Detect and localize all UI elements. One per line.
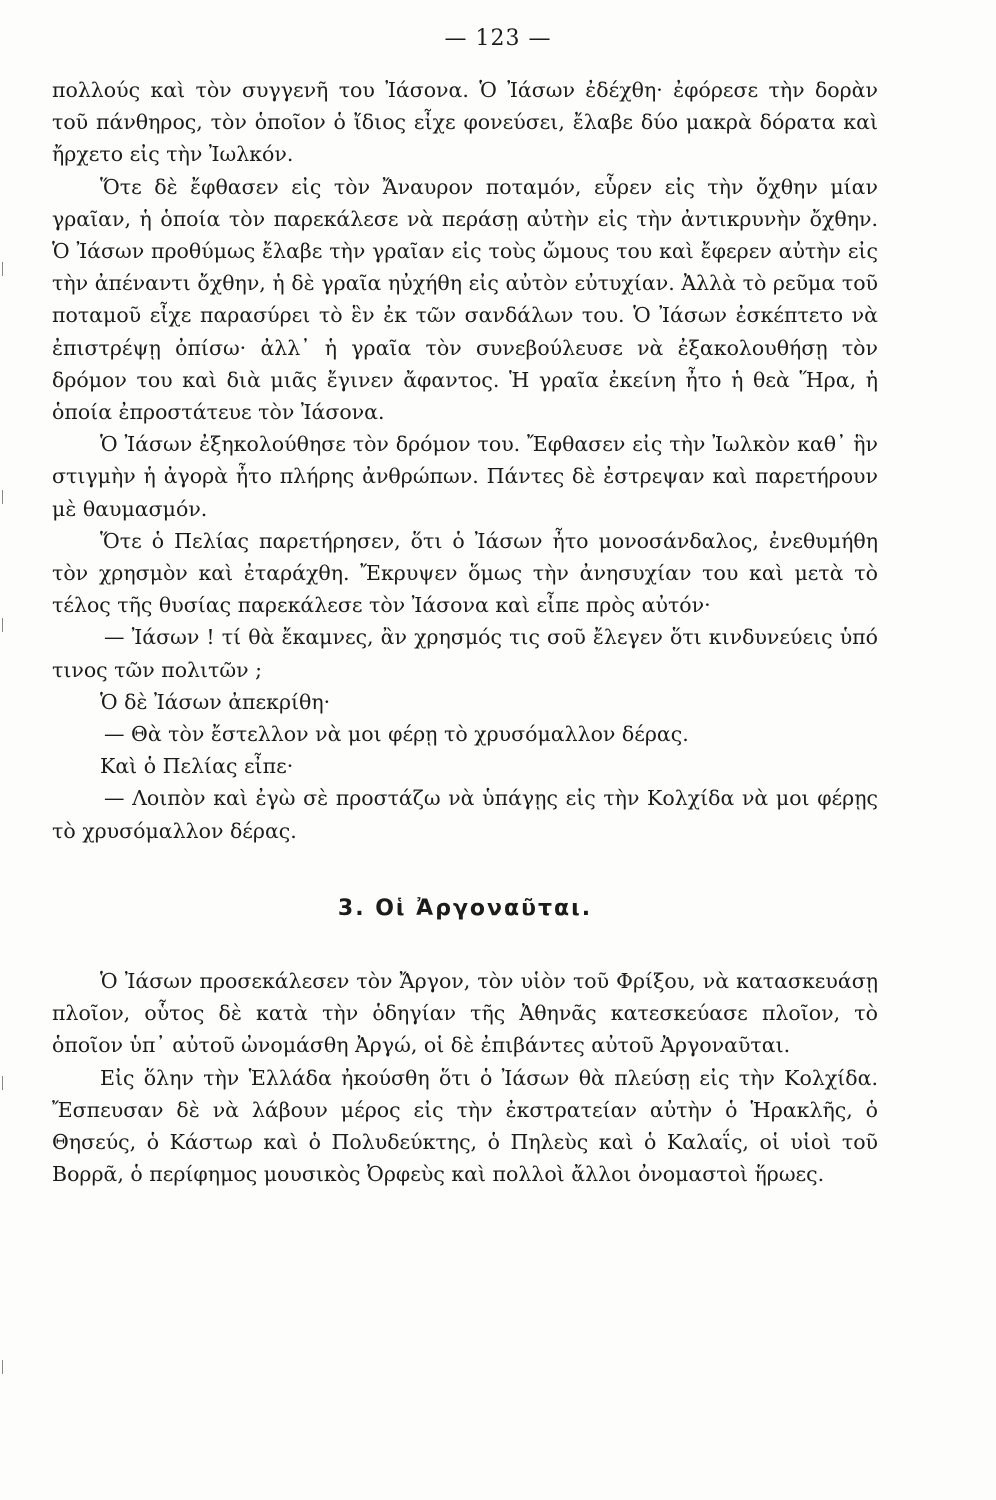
section-heading: 3. Οἱ Ἀργοναῦται. [337,895,593,921]
paragraph-arrival-iolcus: Ὁ Ἰάσων ἐξηκολούθησε τὸν δρόμον του. Ἔφθασεν εἰς τὴν Ἰωλκὸν καθ᾽ ἣν στιγμὴν ἡ ἀγορὰ ἦτο πλήρης ἀνθρώπων. Πάντες δὲ ἐστρεψαν καὶ παρετήρουν μὲ θαυμασμόν. [52,432,878,521]
margin-mark [2,618,7,632]
paragraph-pelias-says: Καὶ ὁ Πελίας εἶπε· [100,754,294,779]
margin-mark [2,1076,7,1090]
dialogue-pelias-command: — Λοιπὸν καὶ ἐγὼ σὲ προστάζω νὰ ὑπάγῃς εἰς τὴν Κολχίδα νὰ μοι φέρῃς τὸ χρυσόμαλλον δέρας. [52,786,878,843]
paragraph-jason-answer-intro: Ὁ δὲ Ἰάσων ἀπεκρίθη· [100,689,331,714]
page-body [52,74,878,1191]
dialogue-pelias-question: — Ἰάσων ! τί θὰ ἔκαμνες, ἂν χρησμός τις σοῦ ἔλεγεν ὅτι κινδυνεύεις ὑπό τινος τῶν πολιτῶν ; [52,625,878,682]
paragraph-pelias-notices: Ὅτε ὁ Πελίας παρετήρησεν, ὅτι ὁ Ἰάσων ἦτο μονοσάνδαλος, ἐνεθυμήθη τὸν χρησμὸν καὶ ἐταράχθη. Ἔκρυψεν ὅμως τὴν ἀνησυχίαν του καὶ μετὰ τὸ τέλος τῆς θυσίας παρεκάλεσε τὸν Ἰάσονα καὶ εἶπε πρὸς αὐτόν· [52,528,878,618]
paragraph-argo-built: Ὁ Ἰάσων προσεκάλεσεν τὸν Ἄργον, τὸν υἱὸν τοῦ Φρίξου, νὰ κατασκευάσῃ πλοῖον, οὗτος δὲ κατὰ τὴν ὁδηγίαν τῆς Ἀθηνᾶς κατεσκεύασε πλοῖον, τὸ ὁποῖον ὑπ᾽ αὐτοῦ ὠνομάσθη Ἀργώ, οἱ δὲ ἐπιβάντες αὐτοῦ Ἀργοναῦται. [52,969,878,1058]
page-number: — 123 — [444,26,552,51]
margin-mark [2,1360,7,1374]
margin-mark [2,262,7,276]
margin-mark [2,490,7,504]
paragraph-opening: πολλούς καὶ τὸν συγγενῆ του Ἰάσονα. Ὁ Ἰάσων ἐδέχθη· ἐφόρεσε τὴν δορὰν τοῦ πάνθηρος, τὸν ὁποῖον ὁ ἴδιος εἶχε φονεύσει, ἔλαβε δύο μακρὰ δόρατα καὶ ἤρχετο εἰς τὴν Ἰωλκόν. [52,78,878,167]
paragraph-river-crossing: Ὅτε δὲ ἔφθασεν εἰς τὸν Ἄναυρον ποταμόν, εὗρεν εἰς τὴν ὄχθην μίαν γραῖαν, ἡ ὁποία τὸν παρεκάλεσε νὰ περάσῃ αὐτὴν εἰς τὴν ἀντικρυνὴν ὄχθην. Ὁ Ἰάσων προθύμως ἔλαβε τὴν γραῖαν εἰς τοὺς ὤμους του καὶ ἔφερεν αὐτὴν εἰς τὴν ἀπέναντι ὄχθην, ἡ δὲ γραῖα ηὐχήθη εἰς αὐτὸν εὐτυχίαν. Ἀλλὰ τὸ ρεῦμα τοῦ ποταμοῦ εἶχε παρασύρει τὸ ἓν ἐκ τῶν σανδάλων του. Ὁ Ἰάσων ἐσκέπτετο νὰ ἐπιστρέψῃ ὀπίσω· ἀλλ᾽ ἡ γραῖα τὸν συνεβούλευσε νὰ ἐξακολουθήσῃ τὸν δρόμον του καὶ διὰ μιᾶς ἔγινεν ἄφαντος. Ἡ γραῖα ἐκείνη ἦτο ἡ θεὰ Ἥρα, ἡ ὁποία ἐπροστάτευε τὸν Ἰάσονα. [52,174,878,425]
dialogue-jason-answer: — Θὰ τὸν ἔστελλον νὰ μοι φέρῃ τὸ χρυσόμαλλον δέρας. [104,722,689,747]
paragraph-heroes-join: Εἰς ὅλην τὴν Ἑλλάδα ἠκούσθη ὅτι ὁ Ἰάσων θὰ πλεύσῃ εἰς τὴν Κολχίδα. Ἔσπευσαν δὲ νὰ λάβουν μέρος εἰς τὴν ἐκστρατείαν αὐτὴν ὁ Ἡρακλῆς, ὁ Θησεύς, ὁ Κάστωρ καὶ ὁ Πολυδεύκτης, ὁ Πηλεὺς καὶ ὁ Καλαΐς, οἱ υἱοὶ τοῦ Βορρᾶ, ὁ περίφημος μουσικὸς Ὀρφεὺς καὶ πολλοὶ ἄλλοι ὀνομαστοὶ ἥρωες. [52,1065,878,1187]
